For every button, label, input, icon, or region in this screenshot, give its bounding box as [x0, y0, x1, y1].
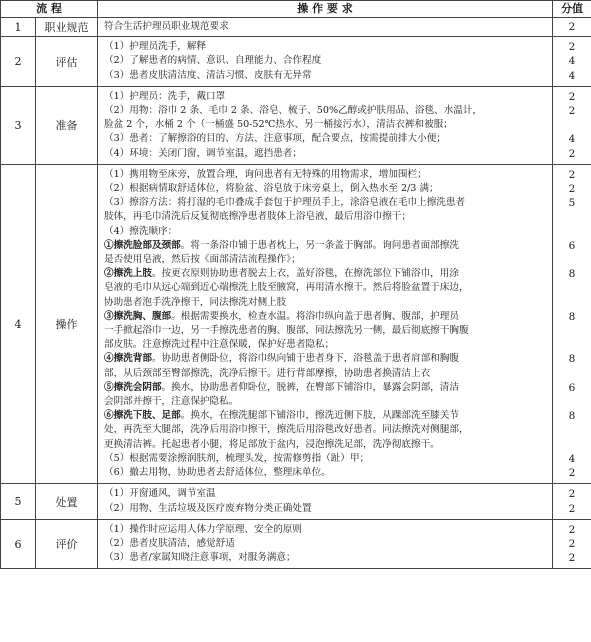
score-value [553, 338, 591, 352]
score-value: 8 [568, 410, 576, 423]
step-text: 会阴部并擦干，注意保护隐私。 [104, 396, 239, 408]
row-scores [553, 164, 591, 483]
score-value: 2 [568, 502, 576, 515]
requirement-line [104, 395, 549, 409]
row-scores [553, 37, 591, 87]
table-header [1, 1, 591, 18]
score-value: 6 [568, 239, 576, 252]
requirement-line [104, 210, 549, 224]
score-value: 2 [568, 41, 576, 54]
requirement-line [104, 239, 549, 253]
header-score: 分值 [553, 1, 591, 18]
header-requirements: 操 作 要 求 [98, 1, 553, 18]
row-scores [553, 484, 591, 519]
step-text: 。将一条浴巾铺于患者枕上，另一条盖于胸部。询问患者面部擦洗 [180, 239, 459, 251]
requirement-line [104, 438, 549, 452]
score-value [553, 225, 591, 239]
step-text: 部，从后颈部至臀部擦洗，洗净后擦干。进行背部摩擦，协助患者换清洁上衣 [104, 367, 431, 379]
score-value: 4 [568, 452, 576, 465]
step-text: 是否使用皂液，然后按《面部清洁流程操作》； [104, 254, 301, 266]
requirement-line [104, 225, 549, 239]
requirement-line: （3）患者皮肤清洁度、清洁习惯、皮肤有无异常 [104, 69, 312, 81]
step-text: （4）擦洗顺序： [104, 225, 178, 237]
score-value [553, 395, 591, 409]
step-text: 一手掀起浴巾一边，另一手擦洗患者的胸、腹部，同法擦洗另一侧，最后彻底擦干胸腹 [104, 325, 469, 337]
row-requirements [98, 484, 553, 519]
score-value: 4 [568, 69, 576, 82]
step-text: 协助患者泡手洗净擦干，同法擦洗对侧上肢 [104, 296, 287, 308]
score-value [553, 118, 591, 132]
table-row [1, 164, 591, 483]
row-requirements [98, 18, 553, 37]
table-row [1, 18, 591, 37]
requirement-line [104, 338, 549, 352]
row-scores [553, 519, 591, 569]
header-process: 流 程 [1, 1, 98, 18]
score-value: 2 [568, 147, 576, 160]
requirement-line: （1）护理员洗手，解释 [104, 41, 207, 53]
score-value: 8 [568, 353, 576, 366]
score-value [553, 296, 591, 310]
requirement-line: 脸盆 2 个，水桶 2 个（一桶盛 50-52℃热水、另一桶接污水），清洁衣裤和被服； [104, 119, 453, 131]
requirement-line: （1）操作时应运用人体力学原理、安全的原则 [104, 523, 302, 535]
step-text: （3）擦浴方法：将打湿的毛巾叠成手套包于护理员手上，涂浴皂液在毛巾上擦洗患者 [104, 197, 466, 209]
requirement-line: （1）护理员：洗手，戴口罩 [104, 90, 226, 102]
step-title: ④擦洗背部 [104, 353, 152, 365]
score-value [553, 210, 591, 224]
step-title: ②擦洗上肢 [104, 268, 152, 280]
row-requirements [98, 164, 553, 483]
table-row [1, 519, 591, 569]
score-value: 2 [568, 552, 576, 565]
requirement-line: （4）环境：关闭门窗，调节室温，遮挡患者； [104, 147, 302, 159]
requirement-line [104, 196, 549, 210]
row-stage: 评价 [36, 519, 98, 569]
requirement-line: （2）患者皮肤清洁，感觉舒适 [104, 537, 235, 549]
step-text: （5）根据需要涂擦润肤剂，梳理头发，按需修剪指（趾）甲； [104, 452, 370, 464]
score-value [553, 281, 591, 295]
requirement-line [104, 423, 549, 437]
score-value [553, 438, 591, 452]
row-number: 1 [1, 18, 36, 37]
table-row [1, 484, 591, 519]
row-requirements [98, 519, 553, 569]
row-stage: 处置 [36, 484, 98, 519]
row-stage: 职业规范 [36, 18, 98, 37]
step-text: （6）撤去用物，协助患者去舒适体位，整理床单位。 [104, 467, 331, 479]
row-stage: 操作 [36, 164, 98, 483]
score-value: 2 [568, 467, 576, 480]
row-number: 6 [1, 519, 36, 569]
score-value: 5 [568, 197, 576, 210]
requirement-line [104, 253, 549, 267]
row-stage: 准备 [36, 86, 98, 164]
requirement-line: 符合生活护理员职业规范要求 [104, 21, 229, 32]
score-value: 6 [568, 381, 576, 394]
row-requirements [98, 86, 553, 164]
score-value: 4 [568, 55, 576, 68]
score-value: 2 [568, 105, 576, 118]
requirement-line [104, 466, 549, 480]
score-value [553, 367, 591, 381]
step-text: 肢体，再毛巾清洗后反复彻底擦净患者肢体上浴皂液，最后用浴巾擦干； [104, 211, 411, 223]
step-title: ⑤擦洗会阴部 [104, 381, 162, 393]
step-title: ①擦洗脸部及颈部 [104, 239, 181, 251]
step-text: 。换水，在擦洗腿部下铺浴巾，擦洗近侧下肢，从踝部洗至膝关节 [180, 410, 459, 422]
row-scores [553, 18, 591, 37]
score-value: 8 [568, 268, 576, 281]
score-value: 2 [568, 21, 576, 33]
requirement-line [104, 310, 549, 324]
row-scores [553, 86, 591, 164]
row-requirements [98, 37, 553, 87]
score-value: 2 [568, 183, 576, 196]
score-value: 2 [568, 488, 576, 501]
requirement-line [104, 367, 549, 381]
requirement-line [104, 381, 549, 395]
requirement-line [104, 324, 549, 338]
step-text: 处，再洗至大腿部，洗净后用浴巾擦干，擦洗后用浴毯改好患者。同法擦洗对侧腿部， [104, 424, 469, 436]
score-value: 4 [568, 133, 576, 146]
step-text: 。协助患者侧卧位，将浴巾纵向铺于患者身下，浴毯盖于患者肩部和胸腹 [151, 353, 459, 365]
step-text: （2）根据病情取舒适体位，将脸盆、浴皂放于床旁桌上，倒入热水至 2/3 满； [104, 183, 439, 195]
requirement-line: （2）用物：浴巾 2 条、毛巾 2 条、浴皂、梳子、50%乙醇或护肤用品、浴毯、水温计， [104, 105, 483, 117]
step-text: 部皮肤。注意擦洗过程中注意保暖，保护好患者隐私； [104, 339, 335, 351]
row-number: 3 [1, 86, 36, 164]
score-value [553, 423, 591, 437]
score-value [553, 253, 591, 267]
row-number: 5 [1, 484, 36, 519]
requirement-line [104, 182, 549, 196]
table-row [1, 37, 591, 87]
requirement-line: （3）患者：了解擦浴的目的、方法、注意事项，配合要点，按需提前排大小便； [104, 133, 446, 145]
requirement-line [104, 452, 549, 466]
row-number: 4 [1, 164, 36, 483]
row-stage: 评估 [36, 37, 98, 87]
step-text: 。根据需要换水，检查水温。将浴巾纵向盖于患者胸、腹部，护理员 [171, 310, 459, 322]
score-value [553, 324, 591, 338]
score-value: 2 [568, 537, 576, 550]
requirement-line: （1）开窗通风，调节室温 [104, 488, 216, 500]
step-text: 。按更衣原则协助患者脱去上衣，盖好浴毯，在擦洗部位下铺浴巾，用涂 [151, 268, 459, 280]
score-value: 2 [568, 168, 576, 181]
requirement-line: （2）用物、生活垃圾及医疗废弃物分类正确处置 [104, 502, 312, 514]
requirement-line [104, 168, 549, 182]
row-number: 2 [1, 37, 36, 87]
requirement-line [104, 409, 549, 423]
score-value: 8 [568, 310, 576, 323]
step-text: （1）携用物至床旁，放置合理，询问患者有无特殊的用物需求，增加围栏； [104, 168, 427, 180]
requirement-line [104, 281, 549, 295]
requirement-line: （3）患者/家属知晓注意事项，对服务满意； [104, 552, 296, 564]
step-title: ⑥擦洗下肢、足部 [104, 410, 181, 422]
requirement-line [104, 267, 549, 281]
table-row [1, 86, 591, 164]
score-value: 2 [568, 90, 576, 103]
step-text: 更换清洁裤。托起患者小腿，将足部放于盆内，浸泡擦洗足部，洗净彻底擦干。 [104, 438, 440, 450]
step-title: ③擦洗胸、腹部 [104, 310, 172, 322]
score-value: 2 [568, 523, 576, 536]
requirement-line [104, 296, 549, 310]
step-text: 。换水，协助患者仰卧位，脱裤，在臀部下铺浴巾，暴露会阴部，清洁 [161, 381, 459, 393]
requirement-line: （2）了解患者的病情、意识、自理能力、合作程度 [104, 55, 322, 67]
step-text: 皂液的毛巾从远心端到近心端擦洗上肢至腋窝，再用清水擦干。然后将脸盆置于床边， [104, 282, 469, 294]
requirement-line [104, 352, 549, 366]
